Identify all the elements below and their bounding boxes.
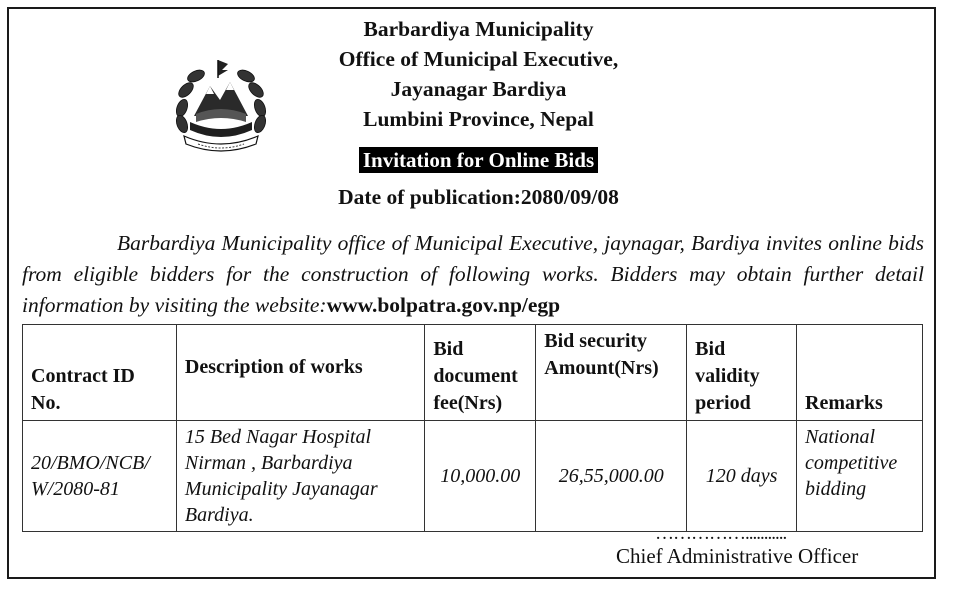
title-container (0, 147, 957, 173)
cell-remarks: National competitive bidding (797, 421, 923, 532)
header-description: Description of works (176, 325, 424, 421)
cell-bid-fee: 10,000.00 (425, 421, 536, 532)
publication-date: Date of publication:2080/09/08 (338, 185, 619, 209)
header-bid-security: Bid security Amount(Nrs) (536, 325, 687, 421)
signatory-title: Chief Administrative Officer (616, 544, 859, 568)
bids-table (22, 324, 923, 532)
province-line: Lumbini Province, Nepal (363, 107, 594, 131)
office-header (0, 14, 957, 134)
cell-bid-security: 26,55,000.00 (536, 421, 687, 532)
header-validity: Bid validity period (687, 325, 797, 421)
cell-contract-id: 20/BMO/NCB/ W/2080-81 (23, 421, 177, 532)
website-link[interactable]: www.bolpatra.gov.np/egp (326, 293, 561, 317)
cell-description: 15 Bed Nagar Hospital Nirman , Barbardiya Municipality Jayanagar Bardiya. (176, 421, 424, 532)
table-row (23, 421, 923, 532)
paragraph-text: Barbardiya Municipality office of Municipal Executive, jaynagar, Bardiya invites online bids from eligible bidders for the construction of following works. Bidders may obtain further detail information by visiting the website: (22, 231, 924, 317)
header-contract-id: Contract ID No. (23, 325, 177, 421)
table-header-row (23, 325, 923, 421)
signature-line: ……………........... (655, 523, 787, 544)
municipality-name: Barbardiya Municipality (363, 17, 594, 41)
notice-paragraph (22, 228, 924, 321)
office-name: Office of Municipal Executive, (338, 47, 619, 71)
notice-title: Invitation for Online Bids (359, 147, 598, 173)
office-location: Jayanagar Bardiya (390, 77, 567, 101)
header-bid-fee: Bid document fee(Nrs) (425, 325, 536, 421)
header-remarks: Remarks (797, 325, 923, 421)
cell-validity: 120 days (687, 421, 797, 532)
